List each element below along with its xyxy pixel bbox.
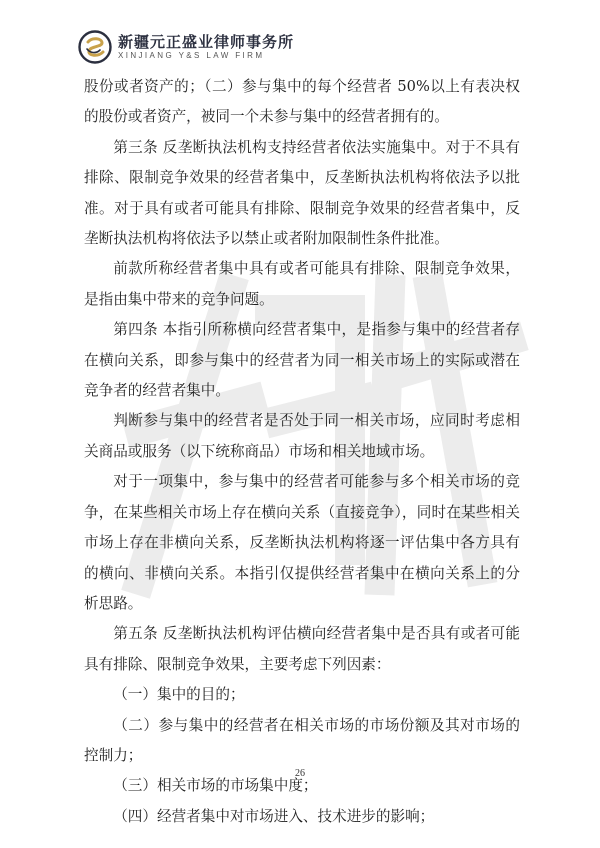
firm-name-cn: 新疆元正盛业律师事务所	[118, 33, 295, 51]
paragraph: 第三条 反垄断执法机构支持经营者依法实施集中。对于不具有排除、限制竞争效果的经营者集中，反垄断执法机构将依法予以批准。对于具有或者可能具有排除、限制竞争效果的经营者集中，反垄断执法机构将依法予以禁止或者附加限制性条件批准。	[84, 138, 520, 248]
page-header	[78, 30, 294, 64]
firm-name	[118, 33, 294, 61]
paragraph: 对于一项集中，参与集中的经营者可能参与多个相关市场的竞争，在某些相关市场上存在横向关系（直接竞争），同时在某些相关市场上存在非横向关系，反垄断执法机构将逐一评估集中各方具有的横向、非横向关系。本指引仅提供经营者集中在横向关系上的分析思路。	[84, 473, 520, 612]
paragraph: 股份或者资产的；（二）参与集中的每个经营者 50%以上有表决权的股份或者资产，被同一个未参与集中的经营者拥有的。	[84, 78, 520, 126]
paragraph: （四）经营者集中对市场进入、技术进步的影响；	[113, 807, 435, 825]
firm-logo-icon	[78, 30, 112, 64]
document-body	[84, 72, 520, 832]
firm-name-en: XINJIANG Y&S LAW FIRM	[118, 51, 265, 60]
paragraph: 前款所称经营者集中具有或者可能具有排除、限制竞争效果，是指由集中带来的竞争问题。	[84, 260, 520, 308]
paragraph: 判断参与集中的经营者是否处于同一相关市场，应同时考虑相关商品或服务（以下统称商品）市场和相关地域市场。	[84, 412, 520, 460]
paragraph: 第四条 本指引所称横向经营者集中，是指参与集中的经营者存在横向关系，即参与集中的经营者为同一相关市场上的实际或潜在竞争者的经营者集中。	[84, 321, 520, 400]
paragraph: （一）集中的目的；	[113, 686, 245, 704]
paragraph: 第五条 反垄断执法机构评估横向经营者集中是否具有或者可能具有排除、限制竞争效果，主要考虑下列因素：	[84, 625, 520, 673]
paragraph: （三）相关市场的市场集中度；	[113, 777, 318, 795]
page-number: 26	[295, 768, 305, 779]
paragraph: （二）参与集中的经营者在相关市场的市场份额及其对市场的控制力；	[84, 716, 520, 764]
